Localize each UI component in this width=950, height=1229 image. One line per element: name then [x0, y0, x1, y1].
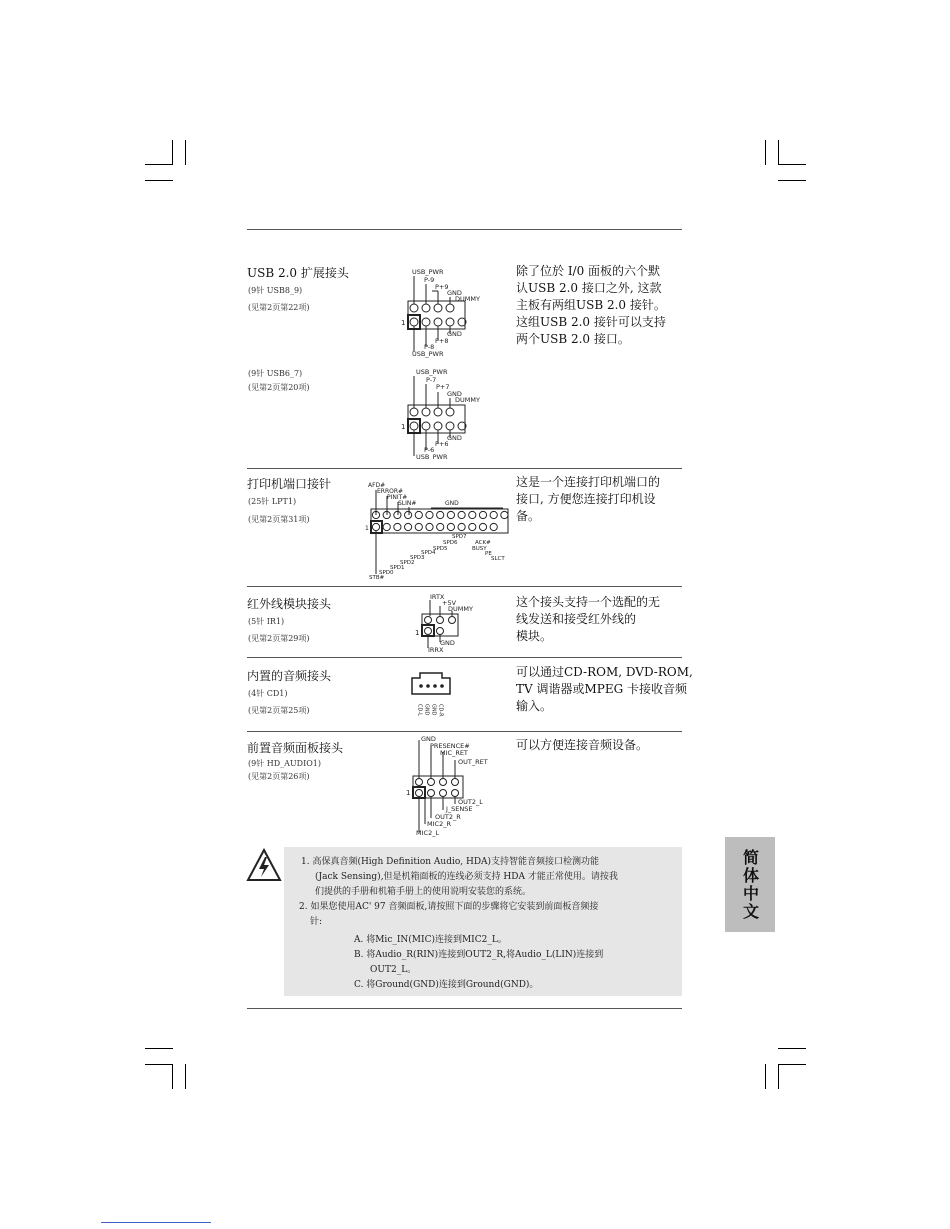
note-box [284, 847, 682, 996]
divider-cd [247, 657, 682, 658]
lpt-pin [405, 523, 412, 530]
desc-line: 接口, 方便您连接打印机设 [516, 492, 656, 506]
pin-label: OUT2_L [458, 798, 483, 806]
pin-label: MIC2_L [416, 829, 440, 837]
desc-line: 可以方便连接音频设备。 [516, 738, 649, 752]
lpt-pin [415, 523, 422, 530]
lpt-pin [372, 523, 379, 530]
language-tab-label: 简体中文 [740, 848, 760, 921]
lpt-pin [426, 523, 433, 530]
pin-label: SLCT [491, 556, 505, 562]
pin-label: GND [447, 434, 462, 442]
pin-label: MIC2_R [427, 820, 451, 828]
pin-label: USB_PWR [412, 268, 444, 276]
cd-sub: (4针 CD1) [248, 689, 288, 698]
usb-ref2: (见第2页第20项) [248, 383, 310, 392]
usb-ref1: (见第2页第22项) [248, 303, 310, 312]
note-line: 针: [310, 917, 323, 927]
lpt-header-diagram [365, 478, 515, 582]
cd-ref: (见第2页第25项) [248, 706, 310, 715]
hda-title: 前置音频面板接头 [247, 741, 344, 755]
pin-label: PE [485, 551, 492, 557]
pin-label: AFD# [368, 482, 386, 489]
pin1-label: 1 [365, 525, 369, 532]
usb-sub2: (9针 USB6_7) [248, 369, 303, 378]
lpt-pin [469, 523, 476, 530]
pin-label: GND [440, 639, 455, 647]
pin-label: P-8 [424, 343, 435, 351]
pin-label: P+9 [435, 283, 449, 291]
lpt-pin [426, 511, 433, 518]
pin-label: P+8 [435, 337, 449, 345]
note-line: OUT2_L。 [370, 965, 417, 975]
pin-label: P+6 [435, 440, 449, 448]
divider-hda [247, 731, 682, 732]
lpt-pin [458, 523, 465, 530]
desc-line: 除了位於 I/0 面板的六个默 [516, 264, 661, 278]
pin-label: GND [421, 735, 436, 743]
desc-line: 输入。 [516, 699, 553, 713]
pin-label: OUT_RET [458, 758, 488, 766]
desc-line: 认USB 2.0 接口之外, 这款 [516, 281, 662, 295]
pin-label: P-7 [426, 376, 437, 384]
bottom-rule [247, 1008, 682, 1009]
pin-label: STB# [369, 575, 385, 581]
lpt-pin [447, 523, 454, 530]
pin-label: SPD0 [379, 570, 394, 576]
note-line: (Jack Sensing),但是机箱面板的连线必须支持 HDA 才能正常使用。请按我 [315, 872, 618, 882]
lpt-pin [447, 511, 454, 518]
ir-sub: (5针 IR1) [248, 617, 285, 626]
pin-label: SLIN# [398, 500, 417, 507]
cd-connector-diagram [408, 670, 458, 722]
ir-title: 红外线模块接头 [247, 597, 332, 611]
pin-label: SPD5 [433, 546, 448, 552]
pin-label: GND [447, 390, 462, 398]
desc-line: 模块。 [516, 629, 553, 643]
pin-label: PRESENCE# [430, 742, 470, 750]
hda-sub: (9针 HD_AUDIO1) [248, 759, 322, 768]
cd-title: 内置的音频接头 [247, 669, 332, 683]
pin-label: SPD2 [400, 560, 415, 566]
usb-sub1: (9针 USB8_9) [248, 286, 303, 295]
desc-line: 两个USB 2.0 接口。 [516, 332, 630, 346]
pin-label: P-6 [424, 446, 435, 454]
divider-ir [247, 586, 682, 587]
pin-label: GND [430, 704, 437, 716]
lpt-pin [394, 523, 401, 530]
pin-label: ERROR# [377, 488, 404, 495]
lpt-pin [501, 511, 508, 518]
lpt-pin [479, 523, 486, 530]
pin1-label: 1 [406, 789, 411, 797]
desc-line: 这是一个连接打印机端口的 [516, 475, 661, 489]
desc-line: 可以通过CD-ROM, DVD-ROM, [516, 665, 693, 679]
usb-title: USB 2.0 扩展接头 [247, 266, 349, 280]
pin-label: IRRX [428, 646, 444, 654]
desc-line: 这组USB 2.0 接针可以支持 [516, 315, 666, 329]
lpt-pin [458, 511, 465, 518]
note-line: 2. 如果您使用AC' 97 音频面板,请按照下面的步骤将它安装到前面板音频接 [299, 902, 599, 912]
pin-label: +5V [442, 599, 457, 607]
note-line: C. 将Ground(GND)连接到Ground(GND)。 [354, 980, 539, 990]
desc-line: 备。 [516, 509, 541, 523]
lpt-pin [405, 511, 412, 518]
lpt-description [516, 474, 686, 525]
lpt-pin [490, 523, 497, 530]
pin-label: GND [445, 500, 459, 507]
pin-label: USB_PWR [416, 368, 448, 376]
pin-label: SPD6 [443, 540, 458, 546]
pin-label: GND [447, 289, 462, 297]
desc-line: 线发送和接受红外线的 [516, 612, 637, 626]
pin-label: BUSY [472, 546, 487, 552]
lpt-pin [490, 511, 497, 518]
pin-label: IRTX [430, 593, 445, 601]
lpt-pin [479, 511, 486, 518]
top-rule [247, 229, 682, 230]
pin-label: CD-L [416, 704, 423, 716]
lpt-pin [437, 511, 444, 518]
divider-lpt [247, 468, 682, 469]
pin1-label: 1 [401, 423, 406, 431]
hda-ref: (见第2页第26项) [248, 772, 310, 781]
lpt-pin [394, 511, 401, 518]
hda-description [516, 737, 686, 754]
note-line: B. 将Audio_R(RIN)连接到OUT2_R,将Audio_L(LIN)连接到 [354, 950, 604, 960]
pin-label: ACK# [475, 540, 491, 546]
lpt-pin [415, 511, 422, 518]
footer-underline [101, 1221, 211, 1223]
pin-label: GND [447, 330, 462, 338]
pin-label: GND [423, 704, 430, 716]
pin-label: SPD4 [421, 550, 436, 556]
pin-label: USB_PWR [412, 350, 444, 358]
lpt-ref: (见第2页第31项) [248, 515, 310, 524]
pin-label: SPD3 [410, 555, 425, 561]
language-tab [725, 837, 775, 932]
pin-label: DUMMY [455, 295, 480, 303]
pin-label: CD-R [437, 704, 444, 717]
desc-line: 这个接头支持一个选配的无 [516, 595, 661, 609]
pin-label: DUMMY [455, 396, 480, 404]
desc-line: TV 调谐器或MPEG 卡接收音频 [516, 682, 688, 696]
hda-header-diagram [400, 734, 495, 840]
note-line: 1. 高保真音频(High Definition Audio, HDA)支持智能音频接口检测功能 [301, 857, 600, 867]
ir-ref: (见第2页第29项) [248, 634, 310, 643]
pin-label: USB_PWR [416, 453, 448, 460]
lpt-pin [437, 523, 444, 530]
pin-label: DUMMY [448, 605, 473, 613]
pin-label: P-9 [424, 276, 435, 284]
pin-label: MIC_RET [440, 749, 468, 757]
note-line: 们提供的手册和机箱手册上的使用说明安装您的系统。 [315, 887, 532, 897]
ir-description [516, 594, 686, 645]
desc-line: 主板有两组USB 2.0 接针。 [516, 298, 666, 312]
pin1-label: 1 [415, 629, 420, 637]
usb-description [516, 263, 686, 348]
lpt-title: 打印机端口接针 [247, 477, 332, 491]
pin-label: SPD1 [390, 565, 405, 571]
lpt-pin [469, 511, 476, 518]
usb6-7-header-diagram [395, 366, 490, 460]
pin-label: OUT2_R [435, 813, 461, 821]
note-line: A. 将Mic_IN(MIC)连接到MIC2_L。 [354, 935, 507, 945]
ir-header-diagram [412, 592, 482, 654]
lightning-warning-icon [246, 848, 282, 884]
pin-label: J_SENSE [446, 805, 473, 813]
pin-label: P+7 [436, 383, 450, 391]
usb8-9-header-diagram [395, 266, 490, 358]
pin-label: PINIT# [387, 494, 408, 501]
pin-label: SPD7 [452, 534, 467, 540]
cd-description [516, 664, 693, 715]
lpt-sub: (25针 LPT1) [248, 497, 297, 506]
pin1-label: 1 [401, 319, 406, 327]
lpt-pin [383, 523, 390, 530]
